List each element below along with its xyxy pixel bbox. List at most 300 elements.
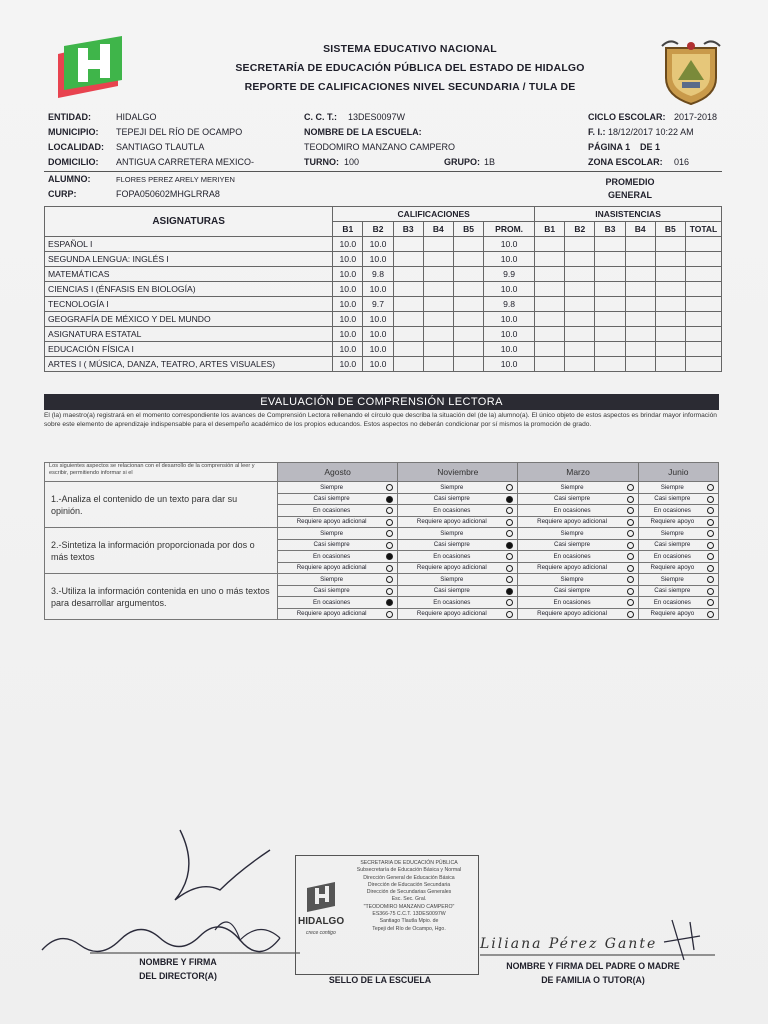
radio-circle-icon[interactable] — [386, 611, 393, 618]
empty-cell — [625, 342, 655, 357]
empty-cell — [685, 312, 721, 327]
empty-cell — [595, 357, 625, 372]
empty-cell — [565, 237, 595, 252]
empty-cell — [423, 267, 453, 282]
grade-row — [45, 357, 722, 372]
grade-b1: 10.0 — [333, 267, 363, 282]
option-label: Siempre — [660, 575, 684, 583]
option-label: Casi siempre — [313, 541, 350, 549]
grade-row — [45, 252, 722, 267]
option-label: En ocasiones — [553, 506, 591, 514]
evaluation-option[interactable] — [638, 608, 718, 620]
grade-b1: 10.0 — [333, 327, 363, 342]
option-label: Requiere apoyo adicional — [537, 610, 607, 618]
empty-cell — [565, 252, 595, 267]
evaluation-option[interactable] — [278, 562, 398, 574]
empty-cell — [685, 237, 721, 252]
calificaciones-col-header: B1 — [333, 222, 363, 237]
evaluation-option[interactable] — [518, 482, 638, 494]
header-line-3: REPORTE DE CALIFICACIONES NIVEL SECUNDARIA / TULA DE — [244, 81, 576, 93]
evaluation-option[interactable] — [278, 516, 398, 528]
empty-cell — [535, 327, 565, 342]
empty-cell — [423, 237, 453, 252]
calificaciones-header: CALIFICACIONES — [333, 207, 535, 222]
grades-table — [44, 206, 722, 372]
empty-cell — [423, 312, 453, 327]
evaluation-option[interactable] — [638, 539, 718, 551]
option-label: Siempre — [440, 483, 464, 491]
option-label: Requiere apoyo adicional — [296, 564, 367, 572]
option-label: Requiere apoyo adicional — [537, 518, 607, 526]
evaluation-option[interactable] — [398, 493, 518, 505]
option-label: Siempre — [660, 529, 684, 537]
radio-circle-icon[interactable] — [627, 599, 634, 606]
domicilio-value: ANTIGUA CARRETERA MEXICO- — [116, 157, 255, 167]
calificaciones-col-header: PROM. — [484, 222, 535, 237]
evaluation-option[interactable] — [638, 551, 718, 563]
inasistencias-col-header: B3 — [595, 222, 625, 237]
radio-circle-icon[interactable] — [627, 496, 634, 503]
seal-subtitle: crece contigo — [306, 930, 336, 936]
evaluation-option[interactable] — [398, 574, 518, 586]
radio-circle-icon[interactable] — [707, 611, 714, 618]
empty-cell — [453, 297, 483, 312]
radio-circle-icon[interactable] — [386, 542, 393, 549]
month-header: Noviembre — [398, 463, 518, 482]
empty-cell — [453, 357, 483, 372]
empty-cell — [625, 297, 655, 312]
empty-cell — [595, 237, 625, 252]
grade-prom: 10.0 — [484, 342, 535, 357]
radio-circle-icon[interactable] — [627, 588, 634, 595]
radio-circle-icon[interactable] — [707, 599, 714, 606]
option-label: Casi siempre — [654, 587, 691, 595]
grade-b1: 10.0 — [333, 297, 363, 312]
radio-circle-icon[interactable] — [506, 576, 513, 583]
evaluation-option[interactable] — [278, 608, 398, 620]
seal-text — [340, 860, 478, 933]
empty-cell — [393, 297, 423, 312]
radio-circle-icon[interactable] — [707, 565, 714, 572]
radio-circle-icon[interactable] — [707, 530, 714, 537]
evaluation-title: EVALUACIÓN DE COMPRENSIÓN LECTORA — [44, 394, 719, 410]
evaluation-option[interactable] — [518, 551, 638, 563]
evaluation-option[interactable] — [278, 505, 398, 517]
radio-circle-icon[interactable] — [707, 496, 714, 503]
cct-label: C. C. T.: — [304, 112, 337, 122]
month-header: Agosto — [278, 463, 398, 482]
empty-cell — [565, 267, 595, 282]
evaluation-question: 3.-Utiliza la información contenida en uno o más textos para desarrollar argumentos. — [45, 574, 278, 620]
evaluation-option[interactable] — [278, 539, 398, 551]
evaluation-option[interactable] — [518, 539, 638, 551]
empty-cell — [535, 297, 565, 312]
calificaciones-col-header: B2 — [363, 222, 393, 237]
empty-cell — [595, 282, 625, 297]
radio-circle-icon[interactable] — [627, 530, 634, 537]
grade-prom: 9.9 — [484, 267, 535, 282]
option-label: Casi siempre — [433, 495, 470, 503]
evaluation-option[interactable] — [638, 597, 718, 609]
grade-b1: 10.0 — [333, 252, 363, 267]
empty-cell — [453, 267, 483, 282]
tutor-label-line1: NOMBRE Y FIRMA DEL PADRE O MADRE — [506, 961, 680, 971]
evaluation-option[interactable] — [278, 597, 398, 609]
option-label: Casi siempre — [313, 495, 350, 503]
header-line-2: SECRETARÍA DE EDUCACIÓN PÚBLICA DEL ESTADO DE HIDALGO — [235, 62, 585, 74]
empty-cell — [595, 297, 625, 312]
option-label: Requiere apoyo adicional — [416, 564, 487, 572]
radio-circle-icon[interactable] — [386, 530, 393, 537]
promedio-general — [600, 176, 660, 202]
evaluation-option[interactable] — [518, 562, 638, 574]
empty-cell — [685, 282, 721, 297]
empty-cell — [655, 342, 685, 357]
radio-circle-icon[interactable] — [707, 553, 714, 560]
radio-circle-icon[interactable] — [506, 542, 513, 549]
hidalgo-h-logo-icon — [48, 36, 126, 102]
empty-cell — [685, 357, 721, 372]
evaluation-option[interactable] — [638, 562, 718, 574]
radio-circle-icon[interactable] — [627, 565, 634, 572]
evaluation-option[interactable] — [278, 528, 398, 540]
grade-row — [45, 282, 722, 297]
empty-cell — [393, 312, 423, 327]
radio-circle-icon[interactable] — [506, 611, 513, 618]
empty-cell — [625, 327, 655, 342]
option-label: Siempre — [440, 575, 464, 583]
radio-circle-icon[interactable] — [506, 565, 513, 572]
empty-cell — [655, 357, 685, 372]
empty-cell — [535, 237, 565, 252]
radio-circle-icon[interactable] — [707, 507, 714, 514]
radio-circle-icon[interactable] — [386, 565, 393, 572]
grade-prom: 10.0 — [484, 312, 535, 327]
radio-circle-icon[interactable] — [506, 599, 513, 606]
empty-cell — [393, 252, 423, 267]
empty-cell — [535, 252, 565, 267]
evaluation-option[interactable] — [638, 516, 718, 528]
radio-circle-icon[interactable] — [707, 542, 714, 549]
empty-cell — [595, 267, 625, 282]
option-label: Casi siempre — [654, 495, 691, 503]
director-label-line2: DEL DIRECTOR(A) — [139, 971, 217, 981]
seal-label: SELLO DE LA ESCUELA — [328, 975, 432, 985]
empty-cell — [565, 282, 595, 297]
option-label: En ocasiones — [553, 552, 591, 560]
empty-cell — [655, 282, 685, 297]
calificaciones-col-header: B3 — [393, 222, 423, 237]
seal-brand: HIDALGO — [298, 916, 345, 927]
evaluation-option[interactable] — [638, 574, 718, 586]
grade-row — [45, 267, 722, 282]
zona-value: 016 — [674, 157, 690, 167]
grade-row — [45, 297, 722, 312]
empty-cell — [423, 282, 453, 297]
evaluation-option[interactable] — [518, 608, 638, 620]
director-initial-icon — [175, 830, 270, 900]
grade-b1: 10.0 — [333, 357, 363, 372]
student-info — [48, 172, 235, 202]
evaluation-option[interactable] — [638, 505, 718, 517]
grade-b1: 10.0 — [333, 237, 363, 252]
evaluation-option[interactable] — [518, 528, 638, 540]
seal-text-line: Dirección de Educación Secundaria — [367, 881, 451, 888]
school-info-right — [588, 110, 717, 170]
radio-circle-icon[interactable] — [506, 530, 513, 537]
option-label: Siempre — [660, 483, 684, 491]
grade-b1: 10.0 — [333, 342, 363, 357]
option-label: En ocasiones — [313, 598, 351, 606]
radio-circle-icon[interactable] — [707, 588, 714, 595]
evaluation-option[interactable] — [398, 482, 518, 494]
evaluation-option[interactable] — [398, 562, 518, 574]
tutor-label-line2: DE FAMILIA O TUTOR(A) — [541, 975, 645, 985]
empty-cell — [393, 237, 423, 252]
option-label: Siempre — [320, 529, 344, 537]
tutor-initial-icon — [664, 920, 700, 960]
header-line-1: SISTEMA EDUCATIVO NACIONAL — [323, 43, 497, 55]
empty-cell — [655, 297, 685, 312]
evaluation-option[interactable] — [398, 516, 518, 528]
seal-text-line: ES366-75 C.C.T. 13DES0097W — [372, 911, 446, 918]
evaluation-table-header: Los siguientes aspectos se relacionan con el desarrollo de la comprensión al leer y escribir, permitiendo informar si el — [45, 463, 278, 482]
evaluation-option[interactable] — [278, 493, 398, 505]
seal-hidalgo-logo-icon — [305, 882, 337, 912]
empty-cell — [535, 342, 565, 357]
cct-value: 13DES0097W — [348, 112, 406, 122]
evaluation-option-row — [45, 528, 719, 540]
grade-row — [45, 327, 722, 342]
empty-cell — [393, 357, 423, 372]
empty-cell — [685, 297, 721, 312]
option-label: En ocasiones — [653, 598, 691, 606]
evaluation-option[interactable] — [278, 574, 398, 586]
evaluation-question: 2.-Sintetiza la información proporcionada por dos o más textos — [45, 528, 278, 574]
empty-cell — [625, 282, 655, 297]
evaluation-option[interactable] — [398, 608, 518, 620]
option-label: En ocasiones — [553, 598, 591, 606]
option-label: Casi siempre — [654, 541, 691, 549]
grade-row — [45, 342, 722, 357]
option-label: En ocasiones — [653, 506, 691, 514]
grupo-value: 1B — [484, 157, 496, 167]
evaluation-option[interactable] — [398, 585, 518, 597]
state-coat-of-arms-icon — [658, 38, 724, 110]
alumno-value: FLORES PEREZ ARELY MERIYEN — [116, 175, 235, 184]
empty-cell — [565, 342, 595, 357]
radio-circle-icon[interactable] — [627, 542, 634, 549]
radio-circle-icon[interactable] — [627, 553, 634, 560]
empty-cell — [453, 237, 483, 252]
option-label: En ocasiones — [313, 552, 351, 560]
seal-text-line: Esc. Sec. Gral. — [391, 896, 427, 903]
empty-cell — [565, 327, 595, 342]
inasistencias-col-header: TOTAL — [685, 222, 721, 237]
grade-row — [45, 312, 722, 327]
evaluation-option[interactable] — [278, 482, 398, 494]
localidad-value: SANTIAGO TLAUTLA — [116, 142, 205, 152]
radio-circle-icon[interactable] — [506, 507, 513, 514]
month-header: Junio — [638, 463, 718, 482]
empty-cell — [655, 237, 685, 252]
evaluation-option[interactable] — [638, 528, 718, 540]
option-label: Siempre — [320, 575, 344, 583]
seal-text-line: Santiago Tlautla Mpio. de — [379, 918, 439, 925]
empty-cell — [423, 342, 453, 357]
empty-cell — [685, 267, 721, 282]
empty-cell — [393, 267, 423, 282]
radio-circle-icon[interactable] — [627, 507, 634, 514]
radio-circle-icon[interactable] — [506, 496, 513, 503]
evaluation-option[interactable] — [638, 585, 718, 597]
director-signature-label — [88, 955, 268, 983]
option-label: En ocasiones — [433, 506, 471, 514]
inasistencias-header: INASISTENCIAS — [535, 207, 722, 222]
inasistencias-col-header: B4 — [625, 222, 655, 237]
option-label: Requiere apoyo adicional — [416, 518, 487, 526]
grade-prom: 10.0 — [484, 282, 535, 297]
option-label: Casi siempre — [433, 587, 470, 595]
subject-name: ARTES I ( MÚSICA, DANZA, TEATRO, ARTES VISUALES) — [45, 357, 333, 372]
seal-text-line: SECRETARIA DE EDUCACIÓN PÚBLICA — [360, 860, 458, 866]
radio-circle-icon[interactable] — [506, 553, 513, 560]
radio-circle-icon[interactable] — [627, 611, 634, 618]
radio-circle-icon[interactable] — [506, 588, 513, 595]
seal-text-line: Dirección General de Educación Básica — [363, 874, 455, 881]
evaluation-option[interactable] — [278, 551, 398, 563]
seal-text-line: Tepeji del Río de Ocampo, Hgo. — [372, 925, 446, 932]
radio-circle-icon[interactable] — [386, 588, 393, 595]
evaluation-option[interactable] — [518, 574, 638, 586]
option-label: Requiere apoyo adicional — [416, 610, 487, 618]
evaluation-option[interactable] — [518, 516, 638, 528]
subject-name: SEGUNDA LENGUA: INGLÉS I — [45, 252, 333, 267]
alumno-label: ALUMNO: — [48, 174, 91, 184]
empty-cell — [685, 327, 721, 342]
grade-b1: 10.0 — [333, 282, 363, 297]
grade-b2: 10.0 — [363, 282, 393, 297]
inasistencias-col-header: B1 — [535, 222, 565, 237]
grade-b2: 10.0 — [363, 357, 393, 372]
empty-cell — [393, 342, 423, 357]
option-label: Siempre — [560, 529, 584, 537]
empty-cell — [453, 312, 483, 327]
radio-circle-icon[interactable] — [627, 484, 634, 491]
tutor-signature-label — [488, 959, 698, 987]
evaluation-option[interactable] — [518, 585, 638, 597]
evaluation-option[interactable] — [638, 482, 718, 494]
radio-circle-icon[interactable] — [707, 484, 714, 491]
option-label: Casi siempre — [553, 495, 591, 503]
option-label: En ocasiones — [433, 598, 471, 606]
grade-prom: 10.0 — [484, 357, 535, 372]
domicilio-label: DOMICILIO: — [48, 157, 99, 167]
radio-circle-icon[interactable] — [386, 553, 393, 560]
grade-b2: 9.7 — [363, 297, 393, 312]
radio-circle-icon[interactable] — [386, 599, 393, 606]
escuela-value: TEODOMIRO MANZANO CAMPERO — [304, 142, 456, 152]
entidad-label: ENTIDAD: — [48, 112, 91, 122]
option-label: En ocasiones — [653, 552, 691, 560]
grade-prom: 9.8 — [484, 297, 535, 312]
grade-prom: 10.0 — [484, 327, 535, 342]
option-label: Siempre — [560, 483, 584, 491]
radio-circle-icon[interactable] — [627, 519, 634, 526]
empty-cell — [625, 267, 655, 282]
option-label: Requiere apoyo — [650, 610, 695, 618]
empty-cell — [423, 357, 453, 372]
month-header: Marzo — [518, 463, 638, 482]
director-signature-icon — [42, 927, 280, 952]
evaluation-option[interactable] — [518, 493, 638, 505]
radio-circle-icon[interactable] — [506, 484, 513, 491]
evaluation-option[interactable] — [398, 551, 518, 563]
evaluation-intro: El (la) maestro(a) registrará en el momento correspondiente los avances de Comprensión Lectora rellenando el círculo que describa la situación del (de la) alumno(a). El único objeto de estos aspectos es brindar mayor información sobre este elemento de aprendizaje indispensable para el desempeño académico de los propios educandos. Estos aspectos no deberán condicionar por sí mismos la promoción de grado. — [44, 412, 717, 428]
evaluation-option[interactable] — [398, 539, 518, 551]
entidad-value: HIDALGO — [116, 112, 157, 122]
pagina-label: PÁGINA 1 — [588, 142, 631, 152]
evaluation-option[interactable] — [398, 597, 518, 609]
empty-cell — [595, 252, 625, 267]
director-label-line1: NOMBRE Y FIRMA — [139, 957, 217, 967]
radio-circle-icon[interactable] — [386, 519, 393, 526]
empty-cell — [625, 312, 655, 327]
fi-value: 18/12/2017 10:22 AM — [608, 127, 694, 137]
empty-cell — [453, 282, 483, 297]
evaluation-option[interactable] — [398, 505, 518, 517]
subject-name: TECNOLOGÍA I — [45, 297, 333, 312]
radio-circle-icon[interactable] — [386, 507, 393, 514]
empty-cell — [595, 312, 625, 327]
grade-prom: 10.0 — [484, 252, 535, 267]
radio-circle-icon[interactable] — [506, 519, 513, 526]
empty-cell — [565, 357, 595, 372]
evaluation-option[interactable] — [518, 597, 638, 609]
option-label: Requiere apoyo adicional — [537, 564, 607, 572]
option-label: Casi siempre — [433, 541, 470, 549]
empty-cell — [655, 267, 685, 282]
empty-cell — [685, 252, 721, 267]
radio-circle-icon[interactable] — [707, 576, 714, 583]
radio-circle-icon[interactable] — [386, 576, 393, 583]
evaluation-question: 1.-Analiza el contenido de un texto para dar su opinión. — [45, 482, 278, 528]
ciclo-label: CICLO ESCOLAR: — [588, 112, 666, 122]
radio-circle-icon[interactable] — [627, 576, 634, 583]
option-label: Siempre — [440, 529, 464, 537]
empty-cell — [625, 252, 655, 267]
evaluation-option-row — [45, 574, 719, 586]
radio-circle-icon[interactable] — [386, 496, 393, 503]
empty-cell — [453, 252, 483, 267]
grupo-label: GRUPO: — [444, 157, 480, 167]
ciclo-value: 2017-2018 — [674, 112, 718, 122]
evaluation-option-row — [45, 482, 719, 494]
calificaciones-col-header: B4 — [423, 222, 453, 237]
evaluation-option[interactable] — [638, 493, 718, 505]
empty-cell — [453, 342, 483, 357]
radio-circle-icon[interactable] — [707, 519, 714, 526]
evaluation-option[interactable] — [518, 505, 638, 517]
grade-b2: 10.0 — [363, 342, 393, 357]
evaluation-option[interactable] — [278, 585, 398, 597]
promedio-label: PROMEDIO — [605, 177, 655, 187]
grade-b2: 10.0 — [363, 327, 393, 342]
radio-circle-icon[interactable] — [386, 484, 393, 491]
localidad-label: LOCALIDAD: — [48, 142, 104, 152]
evaluation-option[interactable] — [398, 528, 518, 540]
turno-label: TURNO: — [304, 157, 339, 167]
